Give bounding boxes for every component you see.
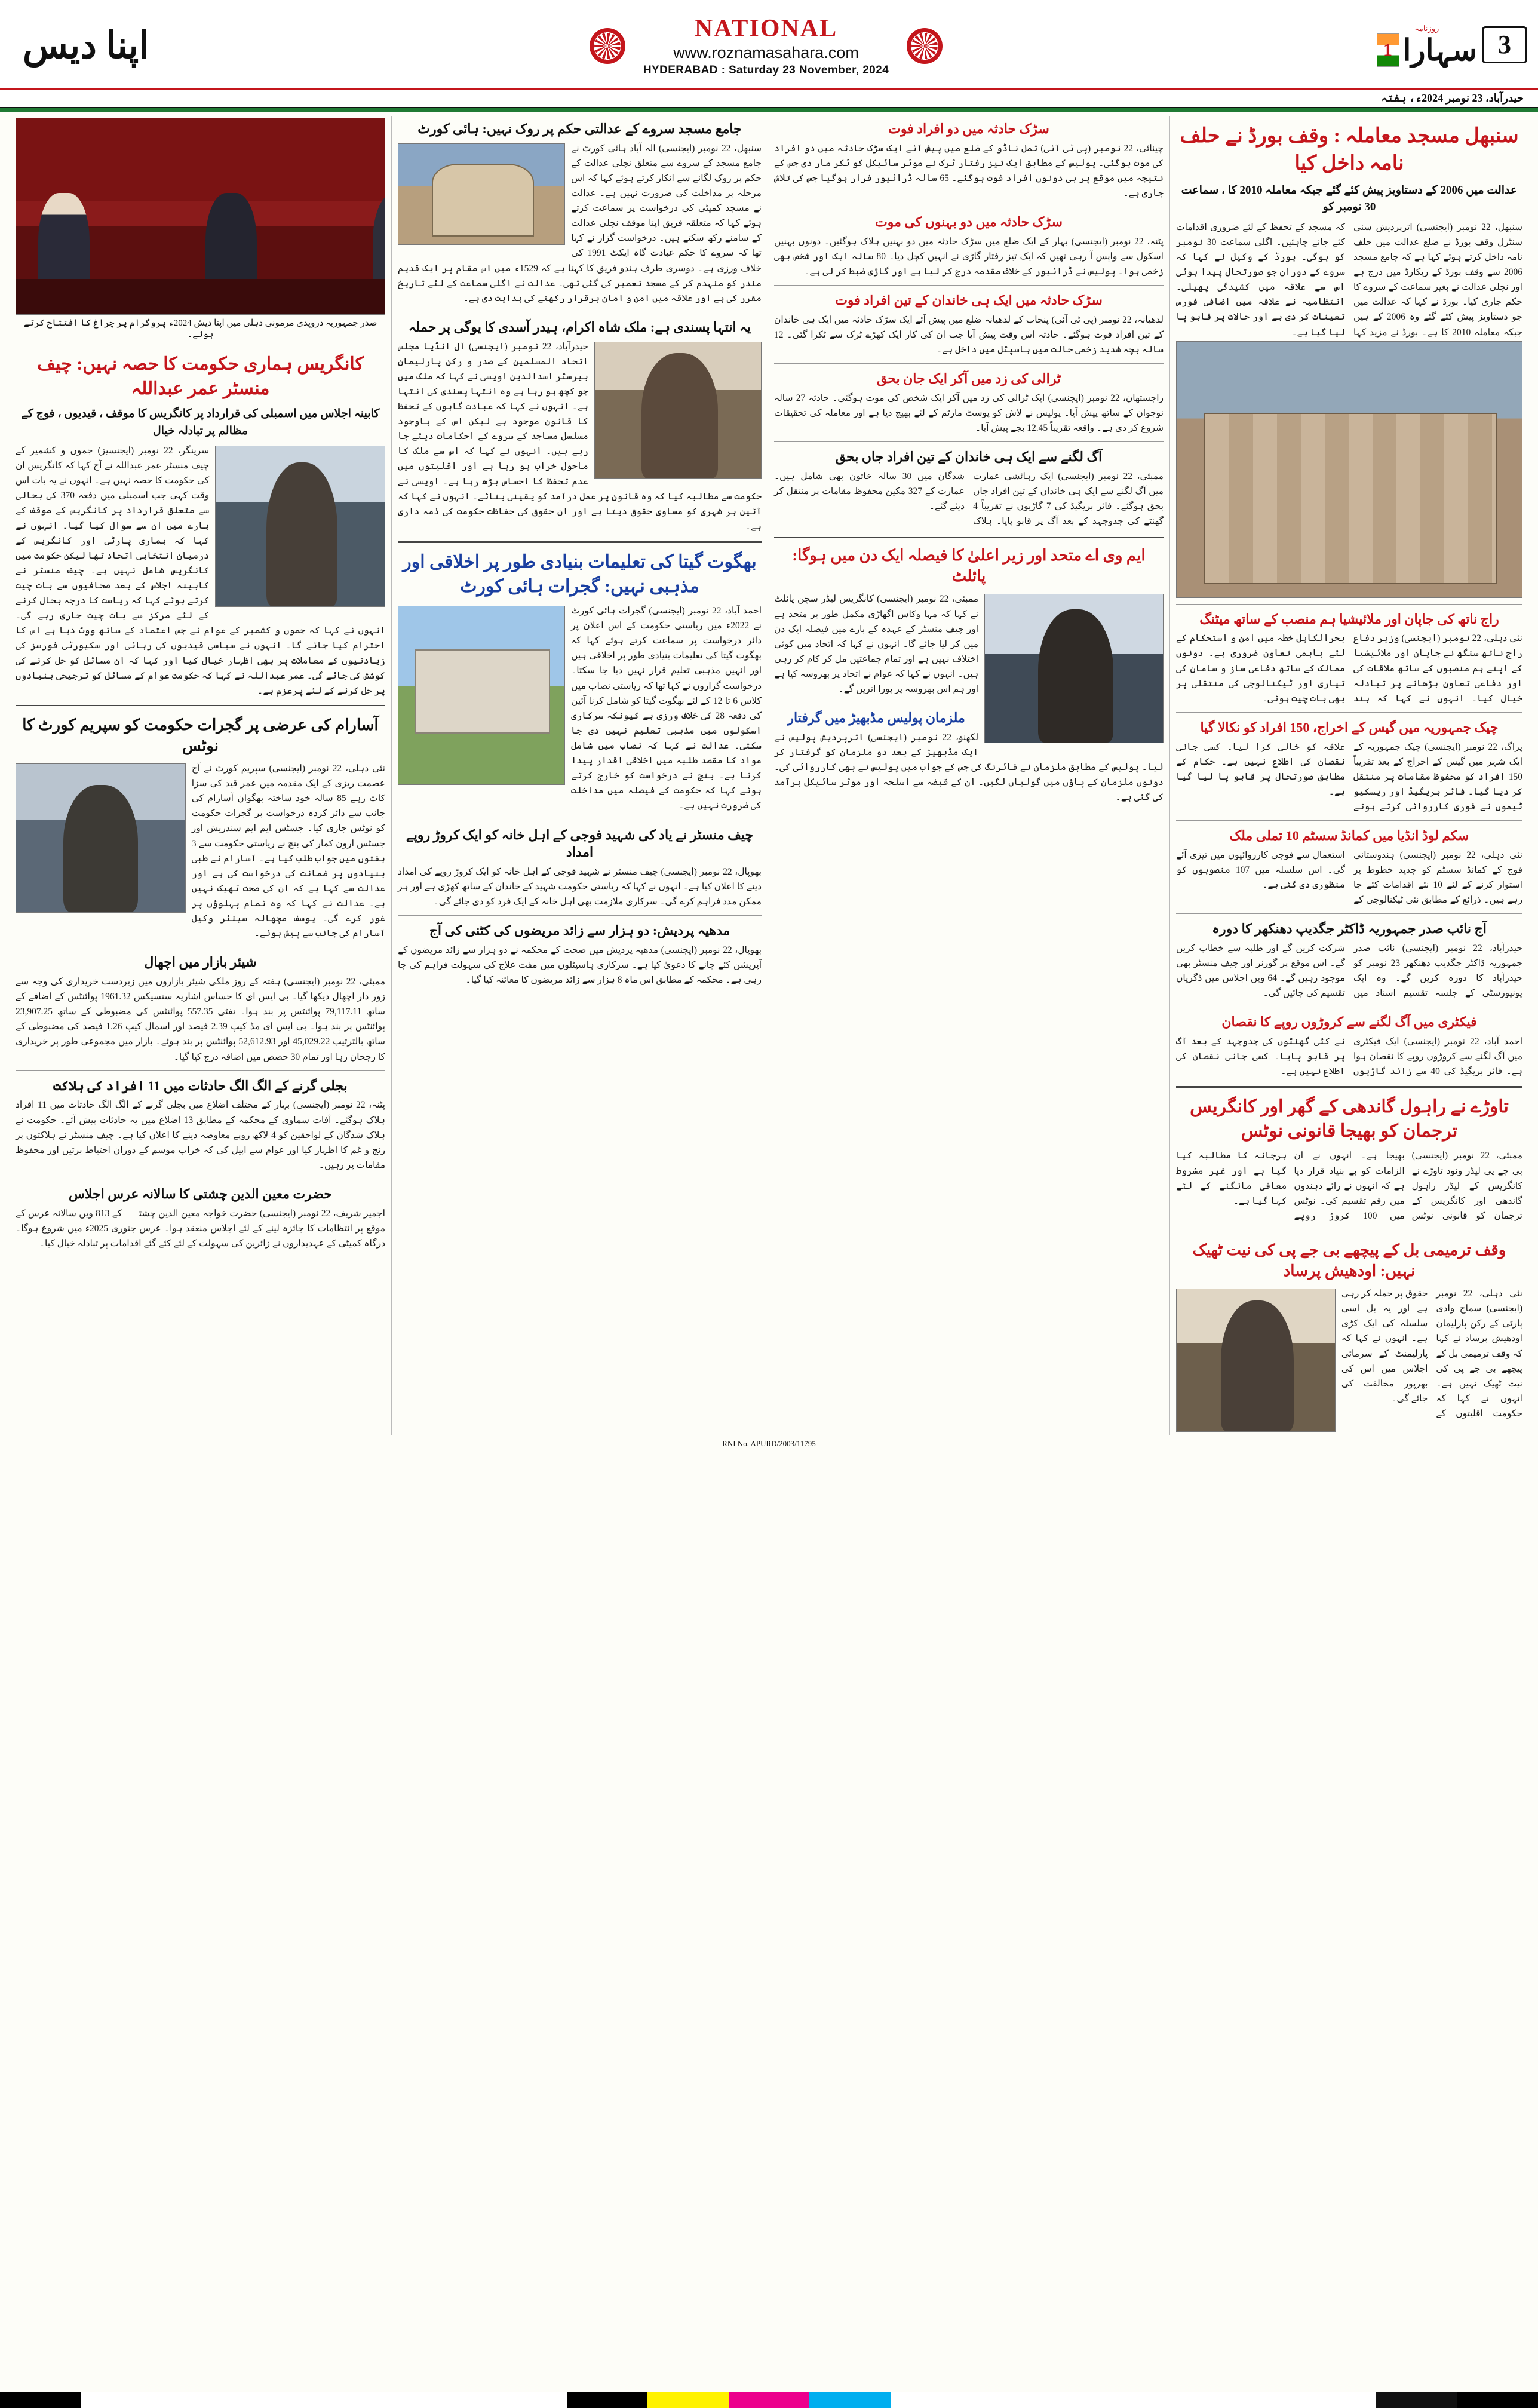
masthead-center <box>268 14 1264 76</box>
article-headline: بجلی گرنے کے الگ الگ حادثات میں 11 افراد کی ہلاکت <box>53 1078 348 1093</box>
paper-logo <box>1377 24 1477 68</box>
article-headline: چیف منسٹر نے یاد کی شہید فوجی کے اہل خانہ کو ایک کروڑ روپے امداد <box>406 827 754 860</box>
article-body: نئی دہلی، 22 نومبر (ایجنسی) سپریم کورٹ نے آج عصمت ریزی کے ایک مقدمہ میں عمر قید کی سزا کاٹ رہے 85 سالہ خود ساختہ بھگوان آسارام کی جانب سے دائر کردہ درخواست پر گجرات حکومت کو نوٹس جاری کیا۔ جسٹس ایم ایم سندریش اور جسٹس ارون کمار کی بنچ نے ریاستی حکومت سے 3 ہفتوں میں جواب طلب کیا ہے۔ آسارام نے طبی بنیادوں پر ضمانت کی درخواست کی ہے اور عدالت سے کہا ہے کہ ان کی صحت ٹھیک نہیں ہے۔ عدالت نے کہا کہ وہ تمام پہلوؤں پر غور کرے گی۔ یوسف مچھالہ سینئر وکیل آسارام کی جانب سے پیش ہوئے۔ <box>191 763 385 939</box>
article-headline: ملزمان پولیس مڈبھیڑ میں گرفتار <box>787 710 965 726</box>
article-body: سرینگر، 22 نومبر (ایجنسیز) جموں و کشمیر کے چیف منسٹر عمر عبداللہ نے آج کہا کہ کانگریس ان کی حکومت کا حصہ نہیں ہے۔ انہوں نے یہ بات اس وقت کہی جب اسمبلی میں دفعہ 370 کی بحالی سے متعلق قرارداد پر کانگریس کے موقف کے بارے میں ان سے سوال کیا گیا۔ انہوں نے کہا کہ ہماری پارٹی اور کانگریس کے درمیان انتخابی اتحاد تھا لیکن حکومت میں کانگریس شامل نہیں ہے۔ چیف منسٹر نے کابینہ اجلاس کے بعد صحافیوں سے بات چیت کرتے ہوئے کہا کہ ریاست کا درجہ بحال کرنے کے لئے مرکز سے بات چیت جاری رہے گی۔ انہوں نے کہا کہ جموں و کشمیر کے عوام نے جس اعتماد کے ساتھ ووٹ دیا ہے اس کا احترام کیا جائے گا۔ انہوں نے سیاسی قیدیوں کی رہائی اور سکیورٹی فورسز کی زیادتیوں کے معاملات پر بھی اظہار خیال کیا اور کہا کہ ان مسائل کو حل کرنے کی کوشش کی جائے گی۔ عمر عبداللہ نے کہا کہ حکومت عوام کے مسائل کو ترجیحی بنیادوں پر حل کرنے کے لئے پرعزم ہے۔ <box>16 446 385 696</box>
article-headline: یہ انتہا پسندی ہے: ملک شاہ اکرام، ہیدر آسدی کا یوگی پر حملہ <box>408 319 751 335</box>
article-body: پٹنہ، 22 نومبر (ایجنسی) بہار کے ایک ضلع میں سڑک حادثہ میں دو بہنیں ہلاک ہوگئیں۔ دونوں بہنیں اسکول سے واپس آ رہی تھیں کہ ایک تیز رفتار گاڑی نے انہیں کچل دیا۔ 80 سالہ ایک اور شخص بھی زخمی ہوا۔ پولیس نے ڈرائیور کے خلاف مقدمہ درج کر لیا ہے اور گاڑی ضبط کر لی ہے۔ <box>774 236 1164 277</box>
article-body: بھوپال، 22 نومبر (ایجنسی) چیف منسٹر نے شہید فوجی کے اہل خانہ کو ایک کروڑ روپے کی امداد دینے کا اعلان کیا ہے۔ انہوں نے کہا کہ ریاستی حکومت شہید کے خاندان کے ساتھ کھڑی ہے اور ہر ممکن مدد فراہم کرے گی۔ سرکاری ملازمت بھی اہل خانہ کے ایک فرد کو دی جائے گی۔ <box>398 866 762 907</box>
dateline: حیدرآباد، 23 نومبر 2024ء، ہفتہ <box>0 90 1538 108</box>
article-photo-omar-abdullah <box>215 446 385 607</box>
article-subhead: عدالت میں 2006 کے دستاویز پیش کئے گئے جبکہ معاملہ 2010 کا ، سماعت 30 نومبر کو <box>1181 183 1518 214</box>
article-headline: حضرت معین الدین چشتی کا سالانہ عرس اجلاس <box>69 1186 332 1201</box>
masthead <box>0 0 1538 90</box>
article-headline: کانگریس ہماری حکومت کا حصہ نہیں: چیف منسٹر عمر عبداللہ <box>37 354 364 398</box>
article-photo-asaram <box>16 763 186 913</box>
column-right <box>1170 116 1528 1435</box>
article-body: لدھیانہ، 22 نومبر (پی ٹی آئی) پنجاب کے لدھیانہ ضلع میں پیش آئے ایک سڑک حادثہ میں ایک ہی خاندان کے تین افراد فوت ہوگئے۔ حادثہ اس وقت پیش آیا جب ان کی کار ایک کھڑے ٹرک سے ٹکرا گئی۔ 12 سالہ بچہ شدید زخمی حالت میں ہاسپٹل میں داخل ہے۔ <box>774 314 1164 355</box>
article-headline: مدھیہ پردیش: دو ہزار سے زائد مریضوں کی کٹنی کی آج <box>429 923 730 938</box>
flag-icon <box>1377 33 1399 67</box>
article-body: ممبئی، 22 نومبر (ایجنسی) ہفتہ کے روز ملکی شیئر بازاروں میں زبردست خریداری کی وجہ سے زور دار اچھال دیکھا گیا۔ بی ایس ای کا حساس اشاریہ سنسیکس 1961.32 پوائنٹس کے اضافے کے ساتھ 79,117.11 پوائنٹس پر بند ہوا۔ نفٹی 557.35 پوائنٹس کی مضبوطی کے ساتھ 23,907.25 پوائنٹس پر بند ہوا۔ بی ایس ای مڈ کیپ 2.39 فیصد اور اسمال کیپ 1.26 فیصد کی مضبوطی کے ساتھ بالترتیب 45,029.22 اور 52,612.93 پوائنٹس پر بند ہوئے۔ بازار میں مجموعی طور پر خریداری کا رجحان رہا اور تمام 30 حصص میں اضافہ درج کیا گیا۔ <box>16 977 386 1062</box>
article-body: پٹنہ، 22 نومبر (ایجنسی) بہار کے مختلف اضلاع میں بجلی گرنے کے الگ الگ حادثات میں 11 افراد ہلاک ہوگئے۔ آفات سماوی کے محکمہ کے مطابق 13 اضلاع میں یہ حادثات پیش آئے۔ حکومت نے ہلاک شدگان کے لواحقین کو 4 لاکھ روپے معاوضہ دینے کا اعلان کیا ہے۔ چیف منسٹر نے ہلاکتوں پر رنج و غم کا اظہار کیا اور عوام سے اپیل کی کہ خراب موسم کے دوران احتیاط برتیں اور محفوظ مقامات پر رہیں۔ <box>16 1100 385 1170</box>
sun-emblem-right-icon <box>590 28 625 64</box>
page-number: 3 <box>1482 26 1527 63</box>
article-body: اجمیر شریف، 22 نومبر (ایجنسی) حضرت خواجہ معین الدین چشتیؒ کے 813 ویں سالانہ عرس کے موقع پر انتظامات کا جائزہ لینے کے لئے اجلاس منعقد ہوا۔ عرس جنوری 2025ء میں شروع ہوگا۔ درگاہ کمیٹی کے عہدیداروں نے زائرین کی سہولت کے لئے کئے گئے اقدامات پر تبادلہ خیال کیا۔ <box>16 1208 386 1249</box>
article-headline: وقف ترمیمی بل کے پیچھے بی جے پی کی نیت ٹھیک نہیں: اودھیش پرساد <box>1192 1241 1506 1280</box>
article-headline: تاوڑے نے راہول گاندھی کے گھر اور کانگریس ترجمان کو بھیجا قانونی نوٹس <box>1190 1097 1509 1141</box>
edition-line: HYDERABAD : Saturday 23 November, 2024 <box>643 63 889 76</box>
article-headline: جامع مسجد سروے کے عدالتی حکم پر روک نہیں: ہائی کورٹ <box>417 121 742 136</box>
article-body: لکھنؤ، 22 نومبر (ایجنسی) اترپردیش پولیس نے ایک مڈبھیڑ کے بعد دو ملزمان کو گرفتار کر لیا۔ پولیس کے مطابق ملزمان نے فائرنگ کی جس کے جواب میں پولیس نے بھی کارروائی کی۔ دونوں ملزمان کے پاؤں میں گولیاں لگیں۔ ان کے قبضہ سے اسلحہ اور موٹر سائیکل برآمد کی گئی ہے۔ <box>774 732 1164 803</box>
article-headline: ایم وی اے متحد اور زیر اعلیٰ کا فیصلہ ایک دن میں ہوگا: پائلٹ <box>792 547 1146 585</box>
print-color-bar <box>0 2392 1538 2408</box>
article-body: نئی دہلی، 22 نومبر (ایجنسی) ہندوستانی فوج کے کمانڈ سسٹم کو جدید خطوط پر استوار کرنے کے لئے 10 نئے اقدامات کئے جا رہے ہیں۔ ذرائع کے مطابق نئی ٹیکنالوجی کے استعمال سے فوجی کارروائیوں میں تیزی آئے گی۔ اس سلسلہ میں 107 منصوبوں کو منظوری دی گئی ہے۔ <box>1176 849 1522 906</box>
article-photo-mosque-gate <box>398 143 565 245</box>
article-headline: سکم لوڈ انڈیا میں کمانڈ سسٹم 10 تملی ملک <box>1229 828 1469 843</box>
article-headline: بھگوت گیتا کی تعلیمات بنیادی طور پر اخلاقی اور مذہبی نہیں: گجرات ہائی کورٹ <box>403 552 757 596</box>
column-mid-right <box>768 116 1170 1435</box>
registration-line: RNI No. APURD/2003/11795 <box>722 1439 816 1449</box>
article-body: ممبئی، 22 نومبر (ایجنسی) کانگریس لیڈر سچن پائلٹ نے کہا کہ مہا وکاس اگھاڑی مکمل طور پر متحد ہے اور چیف منسٹر کے عہدہ کے بارے میں فیصلہ ایک دن میں کر لیا جائے گا۔ انہوں نے کہا کہ اتحاد میں کوئی اختلاف نہیں ہے اور تمام جماعتیں مل کر کام کر رہی ہیں۔ انہوں نے کہا کہ عوام نے اتحاد پر بھروسہ کیا ہے اور ہم اس بھروسہ پر پورا اتریں گے۔ <box>774 594 979 695</box>
column-mid-left <box>392 116 768 1435</box>
article-headline: سڑک حادثہ میں ایک ہی خاندان کے تین افراد فوت <box>835 293 1103 308</box>
article-headline: آسارام کی عرضی پر گجرات حکومت کو سپریم کورٹ کا نوٹس <box>22 716 379 754</box>
website-url[interactable]: www.roznamasahara.com <box>673 43 859 62</box>
section-urdu: اپنا دیس <box>23 25 149 66</box>
article-headline: چیک جمہوریہ میں گیس کے اخراج، 150 افراد کو نکالا گیا <box>1200 719 1499 735</box>
article-body: چینائی، 22 نومبر (پی ٹی آئی) تمل ناڈو کے ضلع میں پیش آئے ایک سڑک حادثہ میں دو افراد کی موت ہوگئی۔ پولیس کے مطابق ایک تیز رفتار ٹرک نے موٹر سائیکل کو ٹکر مار دی جس کے نتیجہ میں موقع پر ہی دونوں افراد فوت ہوگئے۔ 65 سالہ ڈرائیور فرار ہوگیا جس کی تلاش جاری ہے۔ <box>774 143 1164 199</box>
article-headline: آگ لگنے سے ایک ہی خاندان کے تین افراد جاں بحق <box>835 449 1103 465</box>
article-headline: ٹرالی کی زد میں آکر ایک جان بحق <box>876 371 1061 386</box>
article-body: احمد آباد، 22 نومبر (ایجنسی) ایک فیکٹری میں آگ لگنے سے کروڑوں روپے کا نقصان ہوا ہے۔ فائر بریگیڈ کی 40 سے زائد گاڑیوں نے کئی گھنٹوں کی جدوجہد کے بعد آگ پر قابو پایا۔ کسی جانی نقصان کی اطلاع نہیں ہے۔ <box>1176 1036 1523 1077</box>
masthead-left <box>1264 24 1527 68</box>
paper-tag: روزنامہ <box>1414 23 1439 33</box>
article-body: احمد آباد، 22 نومبر (ایجنسی) گجرات ہائی کورٹ نے 2022ء میں ریاستی حکومت کے اس اعلان پر دائر درخواست پر سماعت کرتے ہوئے کہا کہ بھگوت گیتا کی تعلیمات بنیادی طور پر اخلاقی ہیں اور انہیں مذہبی تعلیم قرار نہیں دیا جا سکتا۔ درخواست گزاروں نے کہا تھا کہ ریاستی نصاب میں کلاس 6 تا 12 کے لئے بھگوت گیتا کو شامل کرنا آئین کی دفعہ 28 کی خلاف ورزی ہے کیونکہ سرکاری اسکولوں میں مذہبی تعلیم نہیں دی جا سکتی۔ عدالت نے کہا کہ نصاب میں شامل مواد کا مقصد طلبہ میں اخلاقی اقدار پیدا کرنا ہے۔ بنچ نے درخواست کو خارج کرتے ہوئے کہا کہ حکومت کے فیصلہ میں مداخلت کی ضرورت نہیں ہے۔ <box>571 606 762 811</box>
article-headline: سنبھل مسجد معاملہ : وقف بورڈ نے حلف نامہ داخل کیا <box>1180 125 1519 174</box>
lead-photo-ceremony <box>16 118 385 315</box>
photo-caption: صدر جمہوریہ دروپدی مرمونی دہلی میں اپنا دیش 2024ء پروگرام پر چراغ کا افتتاح کرتے ہوئے۔ <box>23 318 377 339</box>
article-headline: شیئر بازار میں اچھال <box>144 955 257 970</box>
article-body: ممبئی، 22 نومبر (ایجنسی) ایک رہائشی عمارت میں آگ لگنے سے ایک ہی خاندان کے تین افراد جاں بحق ہوگئے۔ فائر بریگیڈ کی 7 گاڑیوں نے تقریباً 4 گھنٹے کی جدوجہد کے بعد آگ پر قابو پایا۔ ہلاک شدگان میں 30 سالہ خاتون بھی شامل ہیں۔ عمارت کے 327 مکین محفوظ مقامات پر منتقل کر دیئے گئے۔ <box>774 471 1164 527</box>
article-photo-building <box>1176 341 1522 598</box>
article-headline: سڑک حادثہ میں دو افراد فوت <box>888 121 1049 136</box>
article-body: سنبھل، 22 نومبر (ایجنسی) الہ آباد ہائی کورٹ نے جامع مسجد کے سروے سے متعلق نچلی عدالت کے حکم پر روک لگانے سے انکار کرتے ہوئے کہا کہ اس مرحلہ پر مداخلت کی ضرورت نہیں ہے۔ عدالت نے مسجد کمیٹی کی درخواست پر سماعت کرتے ہوئے کہا کہ متعلقہ فریق اپنا موقف نچلی عدالت کے سامنے رکھ سکتے ہیں۔ درخواست گزار نے کہا تھا کہ سروے کا حکم عبادت گاہ ایکٹ 1991 کی خلاف ورزی ہے۔ دوسری طرف ہندو فریق کا کہنا ہے کہ 1529ء میں اس مقام پر ایک قدیم مندر کو منہدم کر کے مسجد تعمیر کی گئی تھی۔ عدالت نے اگلی سماعت کے لئے تاریخ مقرر کی ہے اور علاقہ میں امن و امان برقرار رکھنے کی ہدایت دی ہے۔ <box>398 143 762 303</box>
article-body: نئی دہلی، 22 نومبر (ایجنسی) سماج وادی پارٹی کے رکن پارلیمان اودھیش پرساد نے کہا کہ وقف ترمیمی بل کے پیچھے بی جے پی کی نیت ٹھیک نہیں ہے۔ انہوں نے کہا کہ حکومت اقلیتوں کے حقوق پر حملہ کر رہی ہے اور یہ بل اسی سلسلہ کی ایک کڑی ہے۔ انہوں نے کہا کہ پارلیمنٹ کے سرمائی اجلاس میں اس کی بھرپور مخالفت کی جائے گی۔ <box>1341 1289 1522 1419</box>
article-body: بھوپال، 22 نومبر (ایجنسی) مدھیہ پردیش میں صحت کے محکمہ نے دو ہزار سے زائد مریضوں کے آپریشن کئے جانے کا دعویٰ کیا ہے۔ سرکاری ہاسپٹلوں میں مفت علاج کی سہولت فراہم کی جا رہی ہے۔ محکمہ کے مطابق اس ماہ 8 ہزار سے زائد مریضوں کا معائنہ کیا گیا۔ <box>398 944 762 986</box>
article-photo-leader <box>984 594 1164 743</box>
article-subhead: کابینہ اجلاس میں اسمبلی کی قرارداد پر کانگریس کا موقف ، قیدیوں ، فوج کے مظالم پر تبادلہ خیال <box>21 407 380 437</box>
article-body: راجستھان، 22 نومبر (ایجنسی) ایک ٹرالی کی زد میں آکر ایک شخص کی موت ہوگئی۔ حادثہ 27 سالہ نوجوان کے ساتھ پیش آیا۔ پولیس نے لاش کو پوسٹ مارٹم کے لئے بھیج دیا ہے اور معاملہ کی تحقیقات شروع کر دی ہے۔ واقعہ تقریباً 12.45 بجے پیش آیا۔ <box>774 392 1164 434</box>
article-photo-politician <box>1176 1289 1336 1432</box>
page-content <box>0 112 1538 1435</box>
article-body: حیدرآباد، 22 نومبر (ایجنسی) آل انڈیا مجلس اتحاد المسلمین کے صدر و رکن پارلیمان بیرسٹر اسدالدین اویسی نے کہا کہ ملک میں جو کچھ ہو رہا ہے وہ انتہا پسندی کی انتہا ہے۔ انہوں نے کہا کہ عبادت گاہوں کے تحفظ کا قانون موجود ہے لیکن اس کے باوجود مسلسل مساجد کے سروے کے احکامات دیئے جا رہے ہیں۔ انہوں نے کہا کہ اس سے ملک کا ماحول خراب ہو رہا ہے اور اقلیتوں میں عدم تحفظ کا احساس بڑھ رہا ہے۔ اویسی نے حکومت سے مطالبہ کیا کہ وہ قانون پر عمل درآمد کو یقینی بنائے۔ انہوں نے کہا کہ آئین ہر شہری کو مساوی حقوق دیتا ہے اور ان حقوق کی حفاظت حکومت کی ذمہ داری ہے۔ <box>398 341 762 532</box>
article-body: سنبھل، 22 نومبر (ایجنسی) اترپردیش سنی سنٹرل وقف بورڈ نے ضلع عدالت میں حلف نامہ داخل کرتے ہوئے کہا ہے کہ جامع مسجد 2006 سے وقف بورڈ کے ریکارڈ میں درج ہے اور نچلی عدالت نے بغیر سماعت کے سروے کا حکم جاری کیا۔ بورڈ نے کہا کہ عدالت میں جو دستاویز پیش کئے گئے وہ 2006 کے ہیں جبکہ معاملہ 2010 کا ہے۔ بورڈ نے مزید کہا کہ مسجد کے تحفظ کے لئے ضروری اقدامات کئے جانے چاہئیں۔ اگلی سماعت 30 نومبر کو ہوگی۔ بورڈ کے وکیل نے کہا کہ سروے کے دوران جو صورتحال پیدا ہوئی اس سے علاقہ میں کشیدگی پھیلی۔ انتظامیہ نے علاقہ میں اضافی فورس تعینات کر دی ہے اور حالات پر قابو پا لیا گیا ہے۔ <box>1176 222 1523 338</box>
article-body: پراگ، 22 نومبر (ایجنسی) چیک جمہوریہ کے ایک شہر میں گیس کے اخراج کے بعد تقریباً 150 افراد کو محفوظ مقامات پر منتقل کر دیا گیا۔ فائر بریگیڈ اور ریسکیو ٹیموں نے فوری کارروائی کرتے ہوئے علاقہ کو خالی کرا لیا۔ کسی جانی نقصان کی اطلاع نہیں ہے۔ حکام کے مطابق صورتحال پر قابو پا لیا گیا ہے۔ <box>1176 741 1522 812</box>
article-photo-high-court <box>398 606 565 785</box>
article-headline: راج ناتھ کی جاپان اور ملائیشیا ہم منصب کے ساتھ میٹنگ <box>1199 611 1499 627</box>
article-body: حیدرآباد، 22 نومبر (ایجنسی) نائب صدر جمہوریہ ڈاکٹر جگدیپ دھنکھر 23 نومبر کو حیدرآباد کا دورہ کریں گے۔ وہ ایک یونیورسٹی کے جلسہ تقسیم اسناد میں شرکت کریں گے اور طلبہ سے خطاب کریں گے۔ اس موقع پر گورنر اور چیف منسٹر بھی موجود رہیں گے۔ 64 ویں اجلاس میں ڈگریاں تقسیم کی جائیں گی۔ <box>1176 943 1522 999</box>
article-photo-owaisi <box>594 342 762 479</box>
article-body: ممبئی، 22 نومبر (ایجنسی) بی جے پی لیڈر ونود تاوڑے نے کانگریس کے لیڈر راہول گاندھی اور کانگریس کے ترجمان کو قانونی نوٹس بھیجا ہے۔ انہوں نے ان الزامات کو بے بنیاد قرار دیا ہے کہ انہوں نے رائے دہندوں میں رقم تقسیم کی۔ نوٹس میں 100 کروڑ روپے ہرجانہ کا مطالبہ کیا گیا ہے اور غیر مشروط معافی مانگنے کے لئے کہا گیا ہے۔ <box>1176 1151 1522 1221</box>
column-left <box>10 116 392 1435</box>
paper-name: سہارا <box>1402 33 1477 67</box>
article-body: نئی دہلی، 22 نومبر (ایجنسی) وزیر دفاع راج ناتھ سنگھ نے جاپان اور ملائیشیا کے اپنے ہم منصبوں کے ساتھ ملاقات کی اور دفاعی تعاون بڑھانے پر تبادلہ خیال کیا۔ انہوں نے کہا کہ ہند بحرالکاہل خطہ میں امن و استحکام کے لئے باہمی تعاون ضروری ہے۔ دونوں ممالک کے ساتھ دفاعی ساز و سامان کی تیاری اور ٹیکنالوجی کی منتقلی پر بھی بات چیت ہوئی۔ <box>1176 633 1522 704</box>
masthead-right <box>11 27 268 65</box>
section-english: NATIONAL <box>694 15 838 43</box>
sun-emblem-left-icon <box>907 28 943 64</box>
article-headline: سڑک حادثہ میں دو بہنوں کی موت <box>875 214 1063 230</box>
article-headline: آج نائب صدر جمہوریہ ڈاکٹر جگدیپ دھنکھر کا دورہ <box>1212 921 1487 937</box>
article-headline: فیکٹری میں آگ لگنے سے کروڑوں روپے کا نقصان <box>1221 1014 1477 1030</box>
